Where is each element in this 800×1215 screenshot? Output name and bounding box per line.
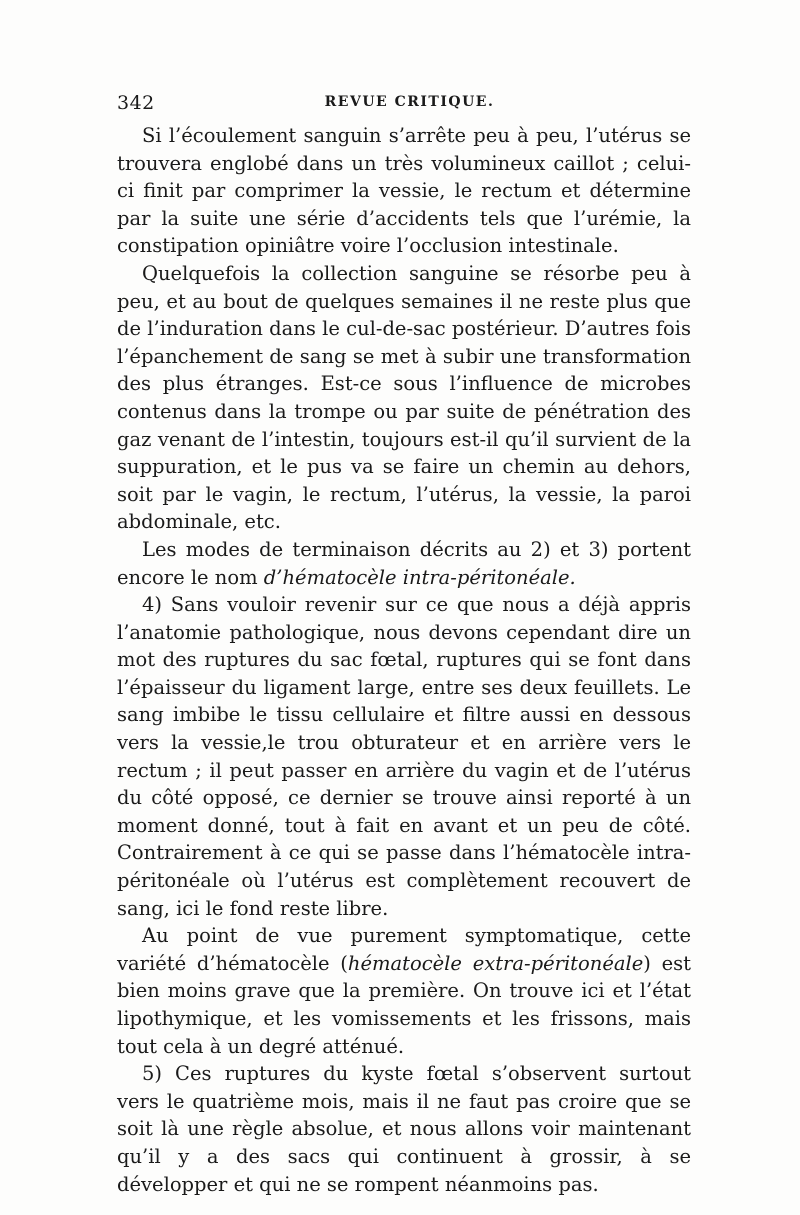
paragraph-5 <box>117 922 691 1060</box>
page-header <box>117 92 692 118</box>
running-title: REVUE CRITIQUE. <box>324 94 495 110</box>
paragraph-5-italic: hématocèle extra-péritonéale <box>347 951 644 975</box>
paragraph-5-text: Au point de vue purement symptomatique, cette variété d’hématocèle ( <box>117 924 691 975</box>
page-number: 342 <box>117 92 155 114</box>
paragraph-1: Si l’écoulement sanguin s’arrête peu à peu, l’utérus se trouvera englobé dans un très volumineux caillot ; celui-ci finit par comprimer la vessie, le rectum et détermine par la suite une série d’accidents tels que l’urémie, la constipation opiniâtre voire l’occlusion intestinale. <box>117 124 691 258</box>
paragraph-5-tail: ) est bien moins grave que la première. On trouve ici et l’état lipothymique, et les vomissements et les frissons, mais tout cela à un degré atténué. <box>117 951 691 1058</box>
paragraph-3 <box>117 536 691 591</box>
body-text <box>117 122 691 1198</box>
paragraph-4: 4) Sans vouloir revenir sur ce que nous a déjà appris l’anatomie pathologique, nous devons cependant dire un mot des ruptures du sac fœtal, ruptures qui se font dans l’épaisseur du ligament large, entre ses deux feuillets. Le sang imbibe le tissu cellulaire et filtre aussi en dessous vers la vessie,le trou obturateur et en arrière vers le rectum ; il peut passer en arrière du vagin et de l’utérus du côté opposé, ce dernier se trouve ainsi reporté à un moment donné, tout à fait en avant et un peu de côté. Contrairement à ce qui se passe dans l’hématocèle intra-péritonéale où l’utérus est complètement recouvert de sang, ici le fond reste libre. <box>117 593 691 920</box>
paragraph-2: Quelquefois la collection sanguine se résorbe peu à peu, et au bout de quelques semaines il ne reste plus que de l’induration dans le cul-de-sac postérieur. D’autres fois l’épanchement de sang se met à subir une transformation des plus étranges. Est-ce sous l’influence de microbes contenus dans la trompe ou par suite de pénétration des gaz venant de l’intestin, toujours est-il qu’il survient de la suppuration, et le pus va se faire un chemin au dehors, soit par le vagin, le rectum, l’utérus, la vessie, la paroi abdominale, etc. <box>117 261 691 534</box>
paragraph-3-text: Les modes de terminaison décrits au 2) et 3) portent encore le nom <box>117 537 691 589</box>
paragraph-3-italic: d’hématocèle intra-péritonéale. <box>263 565 576 589</box>
paragraph-6: 5) Ces ruptures du kyste fœtal s’observent surtout vers le quatrième mois, mais il ne faut pas croire que se soit là une règle absolue, et nous allons voir maintenant qu’il y a des sacs qui continuent à grossir, à se développer et qui ne se rompent néanmoins pas. <box>117 1062 691 1196</box>
